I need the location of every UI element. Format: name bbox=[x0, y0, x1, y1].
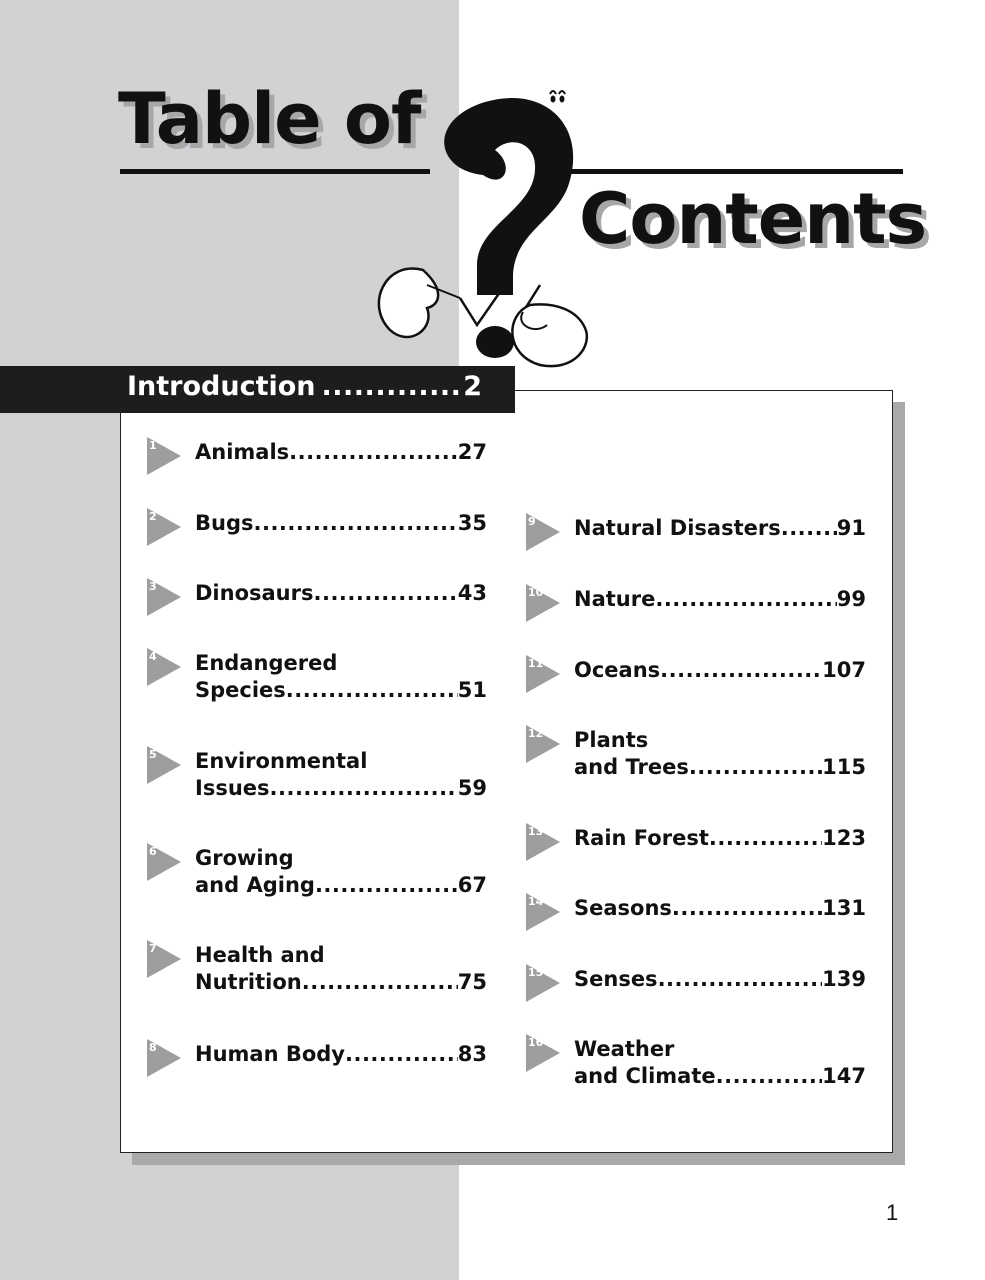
chapter-number: 15 bbox=[528, 966, 544, 979]
leader-dots bbox=[709, 825, 822, 852]
entry-title-line2: and Climate bbox=[574, 1064, 716, 1088]
entry-page: 67 bbox=[457, 873, 487, 897]
triangle-arrow-icon bbox=[147, 1039, 181, 1077]
entry-page: 51 bbox=[457, 678, 487, 702]
chapter-number: 3 bbox=[149, 580, 157, 593]
entry-page: 27 bbox=[457, 440, 487, 464]
triangle-arrow-icon bbox=[526, 513, 560, 551]
entry-title-line1: Environmental bbox=[195, 749, 368, 773]
entry-page: 123 bbox=[822, 826, 866, 850]
triangle-arrow-icon bbox=[147, 508, 181, 546]
entry-page: 83 bbox=[457, 1042, 487, 1066]
leader-dots bbox=[655, 586, 836, 613]
chapter-number: 10 bbox=[528, 586, 544, 599]
entry-page: 115 bbox=[822, 755, 866, 779]
chapter-number: 7 bbox=[149, 942, 157, 955]
title-rule-right bbox=[560, 169, 903, 174]
leader-dots bbox=[322, 371, 464, 402]
chapter-number: 2 bbox=[149, 510, 157, 523]
leader-dots bbox=[660, 657, 822, 684]
triangle-arrow-icon bbox=[526, 893, 560, 931]
chapter-number: 6 bbox=[149, 845, 157, 858]
title-contents: Contents bbox=[579, 178, 927, 260]
entry-page: 99 bbox=[836, 587, 866, 611]
entry-page: 147 bbox=[822, 1064, 866, 1088]
leader-dots bbox=[689, 754, 822, 781]
triangle-arrow-icon bbox=[526, 725, 560, 763]
entry-title-line2: and Trees bbox=[574, 755, 689, 779]
chapter-number: 14 bbox=[528, 895, 544, 908]
entry-page: 43 bbox=[457, 581, 487, 605]
entry-title: Nature bbox=[574, 587, 656, 611]
chapter-number: 11 bbox=[528, 657, 544, 670]
triangle-arrow-icon bbox=[526, 655, 560, 693]
leader-dots bbox=[254, 510, 458, 537]
intro-label: Introduction bbox=[127, 371, 316, 402]
entry-title: Senses bbox=[574, 967, 658, 991]
entry-title: Bugs bbox=[195, 511, 254, 535]
entry-title-line2: Issues bbox=[195, 776, 270, 800]
leader-dots bbox=[270, 775, 458, 802]
triangle-arrow-icon bbox=[526, 584, 560, 622]
chapter-number: 9 bbox=[528, 515, 536, 528]
chapter-number: 16 bbox=[528, 1036, 544, 1049]
triangle-arrow-icon bbox=[147, 746, 181, 784]
entry-title: Seasons bbox=[574, 896, 672, 920]
triangle-arrow-icon bbox=[526, 1034, 560, 1072]
triangle-arrow-icon bbox=[147, 843, 181, 881]
intro-page: 2 bbox=[463, 371, 482, 402]
entry-page: 59 bbox=[457, 776, 487, 800]
leader-dots bbox=[658, 966, 823, 993]
leader-dots bbox=[672, 895, 822, 922]
entry-page: 35 bbox=[457, 511, 487, 535]
leader-dots bbox=[313, 580, 457, 607]
entry-page: 91 bbox=[836, 516, 866, 540]
leader-dots bbox=[286, 677, 458, 704]
leader-dots bbox=[716, 1063, 823, 1090]
chapter-number: 4 bbox=[149, 650, 157, 663]
entry-title-line2: Species bbox=[195, 678, 286, 702]
leader-dots bbox=[781, 515, 837, 542]
chapter-number: 8 bbox=[149, 1041, 157, 1054]
leader-dots bbox=[289, 439, 458, 466]
triangle-arrow-icon bbox=[147, 940, 181, 978]
chapter-number: 12 bbox=[528, 727, 544, 740]
question-mark-mascot-icon bbox=[365, 80, 595, 375]
entry-title-line1: Health and bbox=[195, 943, 325, 967]
triangle-arrow-icon bbox=[147, 648, 181, 686]
entry-title-line1: Plants bbox=[574, 728, 649, 752]
entry-title: Human Body bbox=[195, 1042, 345, 1066]
intro-entry[interactable] bbox=[127, 371, 482, 407]
page-number: 1 bbox=[886, 1200, 899, 1225]
leader-dots bbox=[302, 969, 458, 996]
entry-page: 131 bbox=[822, 896, 866, 920]
entry-page: 75 bbox=[457, 970, 487, 994]
triangle-arrow-icon bbox=[147, 578, 181, 616]
triangle-arrow-icon bbox=[526, 964, 560, 1002]
entry-page: 139 bbox=[822, 967, 866, 991]
entry-title-line2: Nutrition bbox=[195, 970, 302, 994]
chapter-number: 5 bbox=[149, 748, 157, 761]
chapter-number: 13 bbox=[528, 825, 544, 838]
entry-title: Rain Forest bbox=[574, 826, 709, 850]
triangle-arrow-icon bbox=[147, 437, 181, 475]
entry-page: 107 bbox=[822, 658, 866, 682]
entry-title-line1: Weather bbox=[574, 1037, 675, 1061]
leader-dots bbox=[345, 1041, 458, 1068]
title-table-of: Table of bbox=[118, 78, 421, 160]
entry-title-line1: Endangered bbox=[195, 651, 338, 675]
entry-title: Oceans bbox=[574, 658, 661, 682]
chapter-number: 1 bbox=[149, 439, 157, 452]
triangle-arrow-icon bbox=[526, 823, 560, 861]
entry-title-line1: Growing bbox=[195, 846, 294, 870]
leader-dots bbox=[315, 872, 458, 899]
entry-title-line2: and Aging bbox=[195, 873, 315, 897]
entry-title: Dinosaurs bbox=[195, 581, 314, 605]
entry-title: Animals bbox=[195, 440, 290, 464]
entry-title: Natural Disasters bbox=[574, 516, 781, 540]
